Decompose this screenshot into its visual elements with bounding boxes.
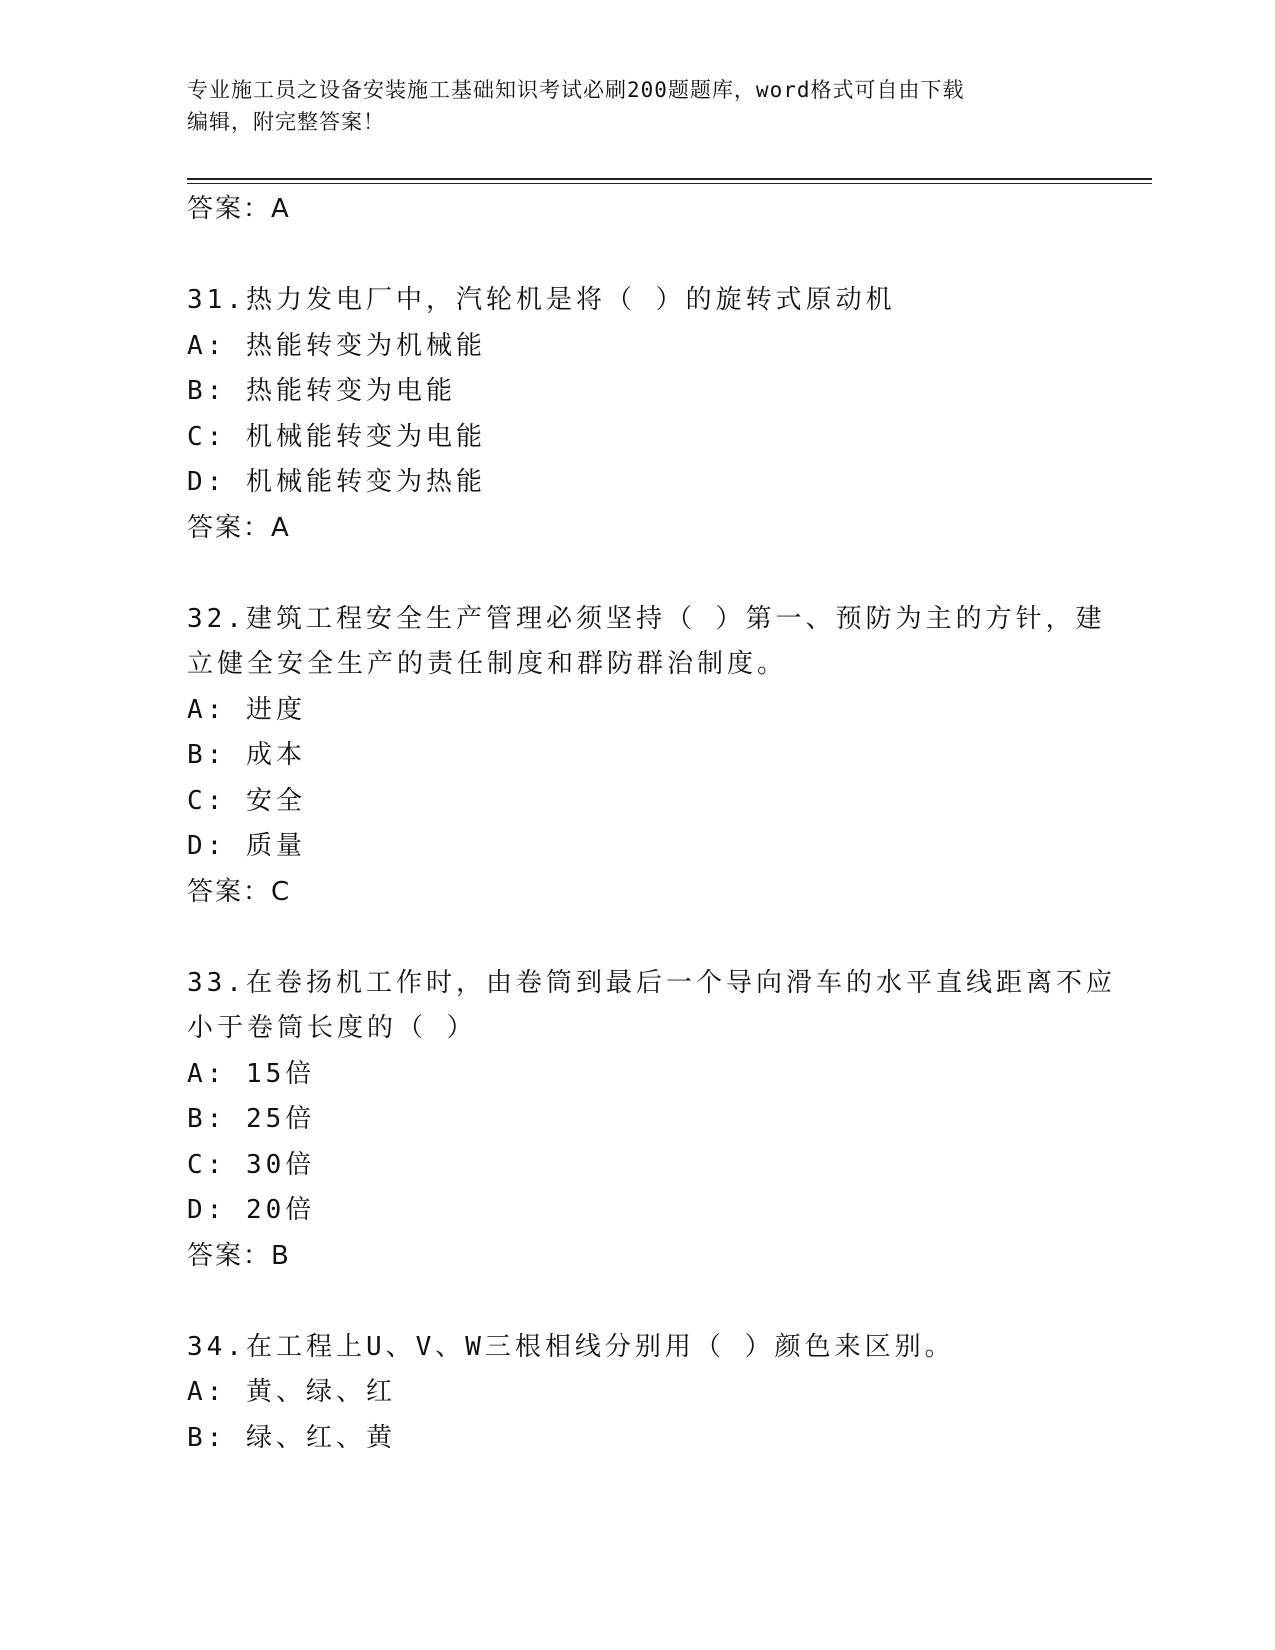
question-block: [187, 1325, 1087, 1462]
question-text-continued: 小于卷筒长度的（ ）: [187, 1013, 477, 1043]
document-header: [187, 74, 1067, 138]
question-text-continued: 立健全安全生产的责任制度和群防群治制度。: [187, 649, 788, 679]
question-text: 32.建筑工程安全生产管理必须坚持（ ）第一、预防为主的方针，建: [187, 603, 1106, 634]
option-a: A: 热能转变为机械能: [187, 330, 486, 361]
option-d: D: 20倍: [187, 1195, 316, 1225]
option-a: A: 黄、绿、红: [187, 1377, 396, 1407]
answer: 答案：A: [187, 512, 291, 543]
previous-answer: 答案：A: [187, 194, 291, 224]
question-text: 31.热力发电厂中，汽轮机是将（ ）的旋转式原动机: [187, 285, 896, 315]
option-b: B: 热能转变为电能: [187, 376, 456, 406]
option-b: B: 25倍: [187, 1104, 316, 1134]
option-a: A: 15倍: [187, 1058, 316, 1089]
question-block: [187, 597, 1106, 916]
question-text: 34.在工程上U、V、W三根相线分别用（ ）颜色来区别。: [187, 1331, 955, 1362]
header-line-2: 编辑，附完整答案！: [187, 110, 385, 134]
option-c: C: 30倍: [187, 1149, 316, 1180]
option-a: A: 进度: [187, 694, 306, 725]
spacer: [187, 1279, 1087, 1325]
spacer: [187, 915, 1087, 961]
option-b: B: 成本: [187, 740, 306, 770]
header-divider-thick: [187, 178, 1152, 180]
spacer: [187, 233, 1087, 279]
option-d: D: 机械能转变为热能: [187, 467, 486, 497]
option-c: C: 机械能转变为电能: [187, 421, 486, 452]
spacer: [187, 551, 1087, 597]
question-text: 33.在卷扬机工作时，由卷筒到最后一个导向滑车的水平直线距离不应: [187, 967, 1116, 998]
question-block: [187, 278, 1087, 551]
question-block: [187, 961, 1116, 1280]
header-line-1: 专业施工员之设备安装施工基础知识考试必刷200题题库，word格式可自由下载: [187, 78, 965, 102]
answer: 答案：B: [187, 1240, 291, 1271]
answer: 答案：C: [187, 876, 292, 907]
option-c: C: 安全: [187, 785, 306, 816]
question-list: [187, 187, 1116, 1461]
option-b: B: 绿、红、黄: [187, 1422, 396, 1453]
header-divider-thin: [187, 183, 1152, 184]
option-d: D: 质量: [187, 831, 306, 861]
